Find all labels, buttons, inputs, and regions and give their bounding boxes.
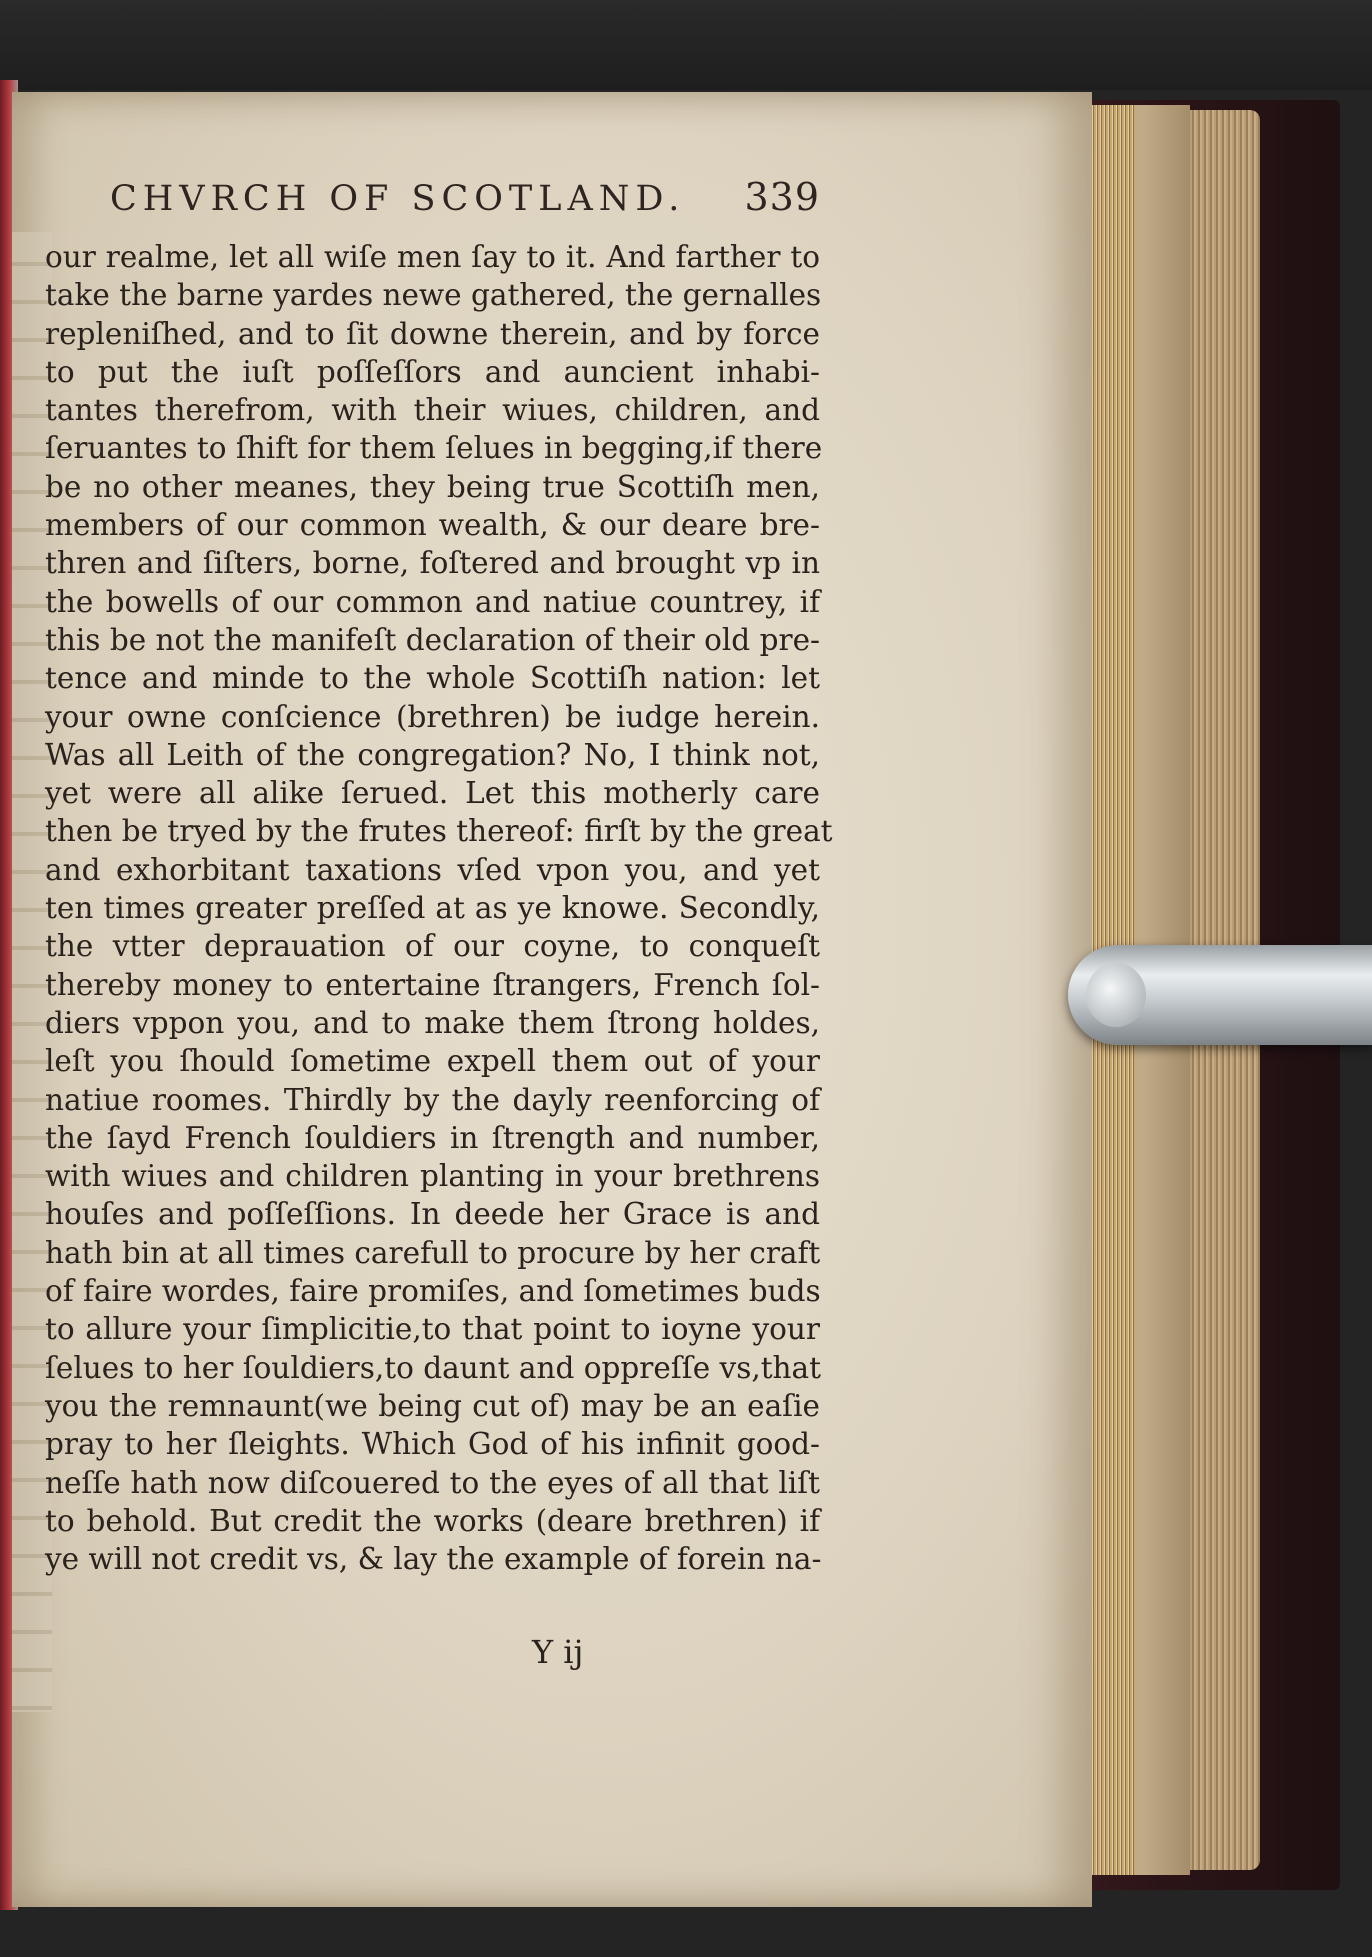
text-line: take the barne yardes newe gathered, the gernalles [45, 278, 822, 313]
text-line: houſes and poſſeſſions. In deede her Grace is and [45, 1197, 820, 1232]
background-top [0, 0, 1372, 90]
text-line: hath bin at all times carefull to procure by her craft [45, 1235, 821, 1270]
text-line: the bowells of our common and natiue countrey, if [45, 584, 820, 619]
text-line: with wiues and children planting in your brethrens [45, 1159, 820, 1194]
text-line: and exhorbitant taxations vſed vpon you, and yet [45, 852, 820, 887]
page-number: 339 [744, 175, 820, 219]
signature-mark: Y ij [532, 1633, 584, 1671]
text-line: to behold. But credit the works (deare brethren) if [45, 1503, 820, 1538]
text-line: thren and ſiſters, borne, foſtered and brought vp in [45, 546, 820, 581]
text-line: ten times greater preſſed at as ye knowe. Secondly, [45, 891, 820, 926]
text-line: ſelues to her ſouldiers,to daunt and oppreſſe vs,that [45, 1350, 822, 1385]
text-line: ſeruantes to ſhift for them ſelues in begging,if there [45, 431, 823, 466]
text-line: pray to her ſleights. Which God of his infinit good- [45, 1427, 820, 1462]
text-line: yet were all alike ſerued. Let this motherly care [45, 776, 820, 811]
text-line: our realme, let all wiſe men ſay to it. And farther to [45, 240, 820, 274]
text-line: you the remnaunt(we being cut of) may be an eaſie [45, 1388, 820, 1423]
running-head [110, 175, 820, 219]
text-line: thereby money to entertaine ſtrangers, French ſol- [45, 967, 820, 1002]
text-line: members of our common wealth, & our deare bre- [45, 508, 820, 543]
text-line: the ſayd French ſouldiers in ſtrength and number, [45, 1120, 820, 1155]
text-line: to put the iuſt poſſeſſors and auncient inhabi- [45, 354, 820, 389]
text-line: repleniſhed, and to ſit downe therein, and by force [45, 316, 820, 351]
body-text [45, 238, 833, 1578]
text-line: tence and minde to the whole Scottiſh nation: let [45, 661, 820, 696]
text-line: tantes therefrom, with their wiues, children, and [45, 393, 820, 428]
text-line: your owne conſcience (brethren) be iudge herein. [45, 699, 820, 734]
text-line: leſt you ſhould ſometime expell them out of your [45, 1044, 820, 1079]
text-line: to allure your ſimplicitie,to that point to ioyne your [45, 1312, 820, 1347]
text-line: ye will not credit vs, & lay the example of forein na- [45, 1542, 822, 1577]
text-line: this be not the manifeſt declaration of their old pre- [45, 622, 820, 657]
text-line: the vtter deprauation of our coyne, to conqueſt [45, 929, 820, 964]
text-line: diers vppon you, and to make them ſtrong holdes, [45, 1005, 820, 1040]
text-line: be no other meanes, they being true Scottiſh men, [45, 469, 820, 504]
text-line: neſſe hath now diſcouered to the eyes of all that liſt [45, 1465, 820, 1500]
text-line: Was all Leith of the congregation? No, I think not, [45, 737, 820, 772]
text-line: then be tryed by the frutes thereof: firſt by the great [45, 814, 833, 849]
running-head-title: CHVRCH OF SCOTLAND. [110, 179, 686, 219]
page-holder-rod [1068, 945, 1372, 1045]
text-line: natiue roomes. Thirdly by the dayly reenforcing of [45, 1082, 820, 1117]
text-line: of faire wordes, faire promiſes, and ſometimes buds [45, 1274, 821, 1309]
